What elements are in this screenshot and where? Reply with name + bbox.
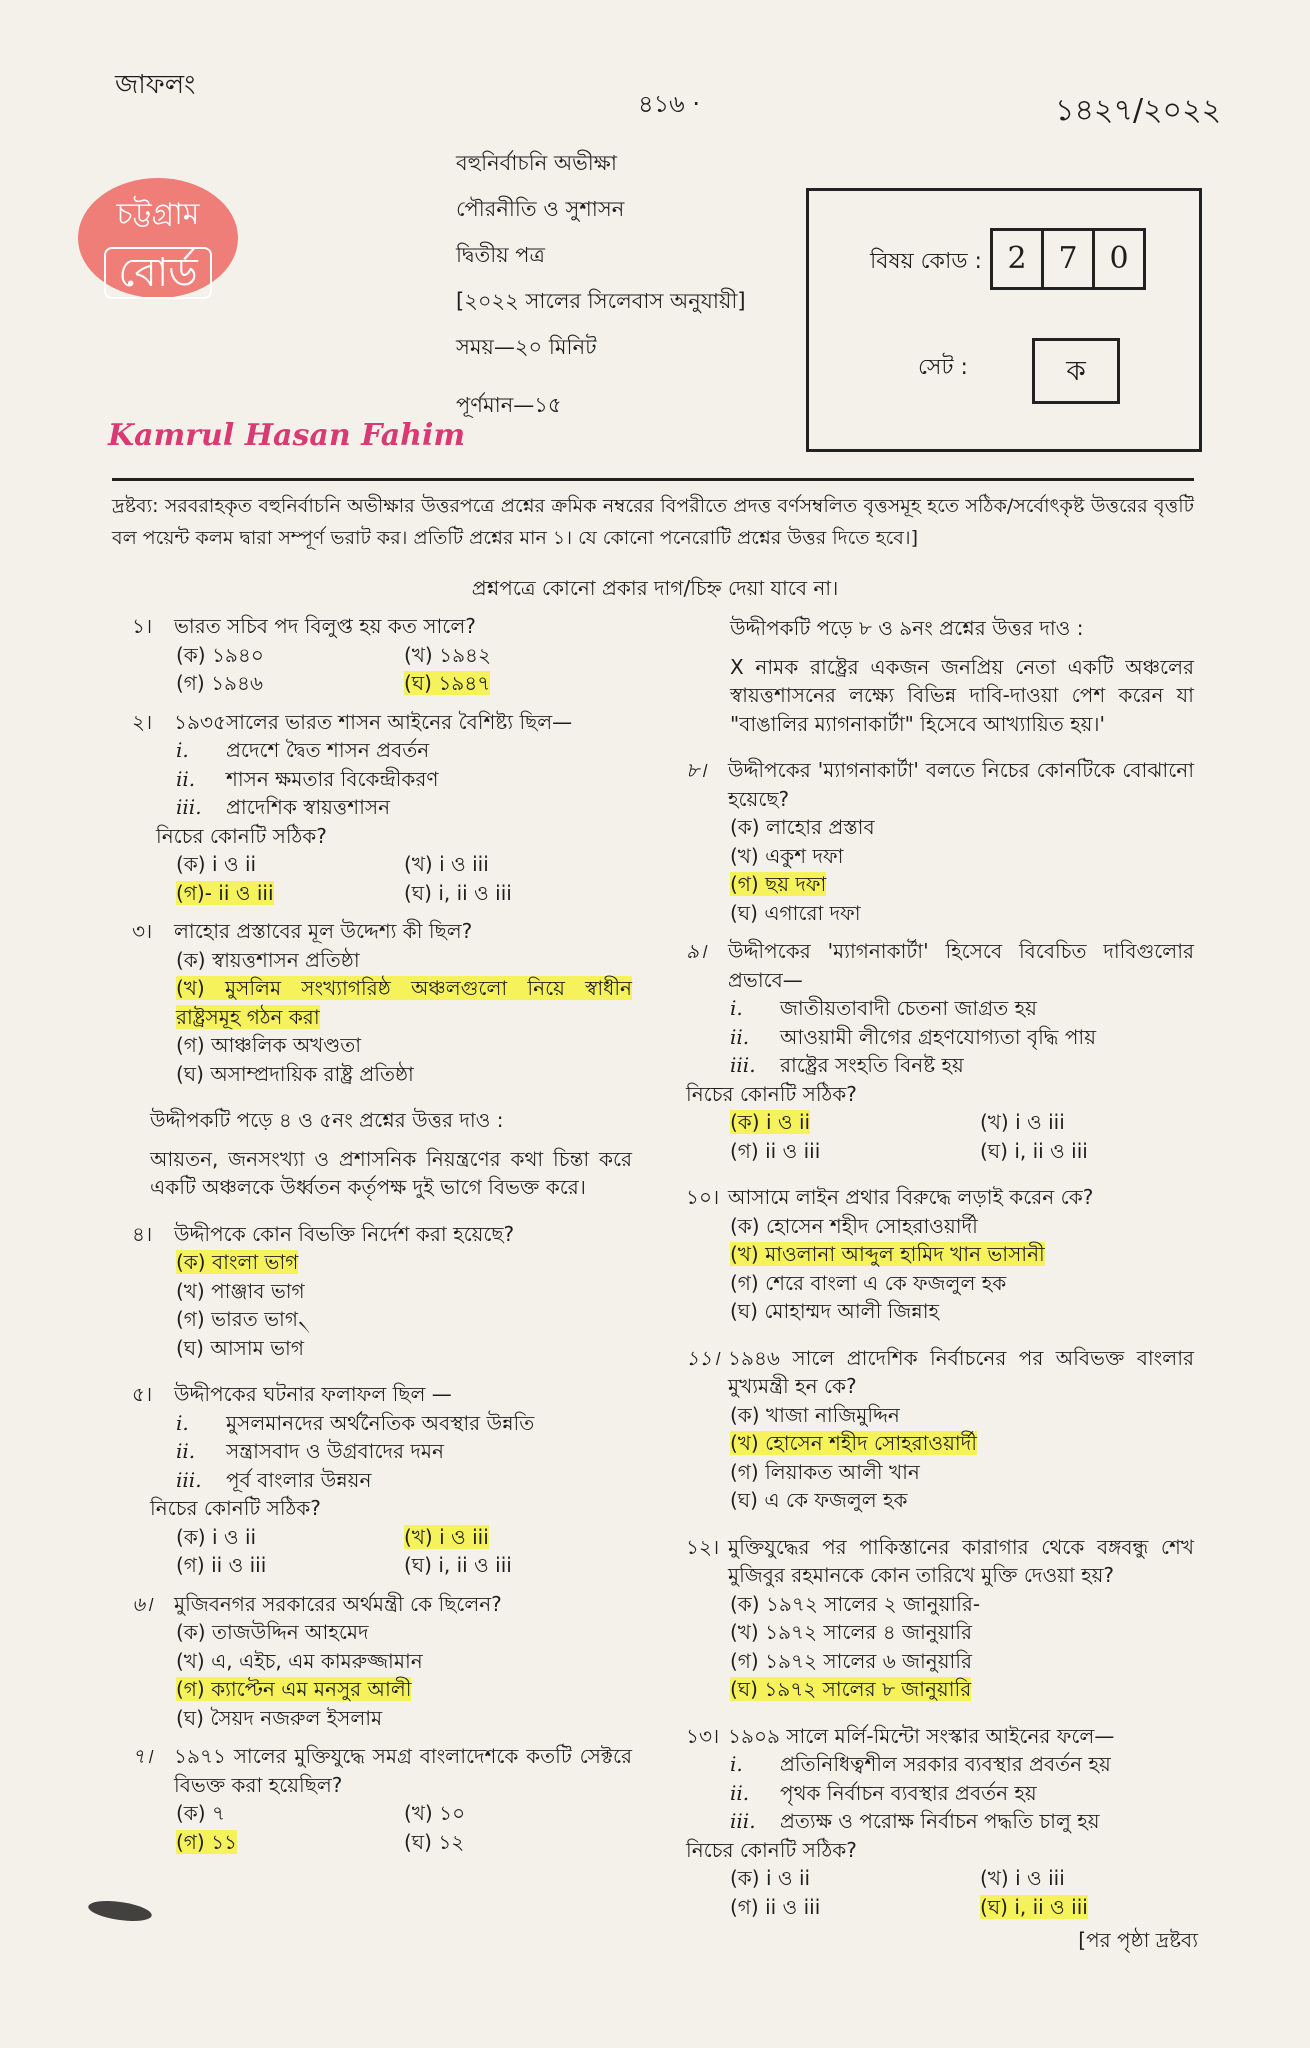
options-7: (ক) ৭ (খ) ১০ (গ) ১১ (ঘ) ১২ (176, 1801, 466, 1854)
code-digit: 0 (1109, 241, 1129, 276)
header-left: জাফলং (115, 70, 196, 100)
question-11: ১১। ১৯৪৬ সালে প্রাদেশিক নির্বাচনের পর অবিভক্ত বাংলার মুখ্যমন্ত্রী হন কে? (686, 1345, 1194, 1398)
highlighted-answer: (গ) ছয় দফা (730, 872, 827, 896)
exam-type: বহুনির্বাচনি অভীক্ষা (456, 151, 617, 175)
divider (112, 478, 1194, 481)
exam-time: সময়—২০ মিনিট (456, 335, 597, 359)
options-2: (ক) i ও ii (খ) i ও iii (গ)- ii ও iii (ঘ) i, ii ও iii (176, 852, 512, 905)
right-column: উদ্দীপকটি পড়ে ৮ ও ৯নং প্রশ্নের উত্তর দাও : X নামক রাষ্ট্রের একজন জনপ্রিয় নেতা একটি অঞ্চলের স্বায়ত্তশাসনের লক্ষ্যে বিভিন্ন দাবি-দাওয়া পেশ করেন যা "বাঙালির ম্যাগনাকার্টা" হিসেবে আখ্যায়িত হয়।' ৮। উদ্দীপকের 'ম্যাগনাকার্টা' বলতে নিচের কোনটিকে বোঝানো হয়েছে? (ক) লাহোর প্রস্তাব (খ) একুশ দফা (গ) ছয় দফা (ঘ) এগারো দফা ৯। উদ্দীপকের 'ম্যাগনাকার্টা' হিসেবে বিবেচিত দাবিগুলোর প্রভাবে— i. জাতীয়তাবাদী চেতনা জাগ্রত হয় ii. আওয়ামী লীগের গ্রহণযোগ্যতা বৃদ্ধি পায় iii. রাষ্ট্রের সংহতি বিনষ্ট হয় নিচের কোনটি সঠিক? (ক) i ও ii (খ) i ও iii (গ) ii ও iii (ঘ) i, ii ও iii ১০। আসামে লাইন প্রথার বিরুদ্ধে লড়াই করেন কে? (ক) হোসেন শহীদ সোহরাওয়ার্দী (খ) মাওলানা আব্দুল হামিদ খান ভাসানী (গ) শেরে বাংলা এ কে ফজলুল হক (ঘ) মোহাম্মদ আলী জিন্নাহ ১১। ১৯৪৬ সালে প্রাদেশিক নির্বাচনের পর অবিভক্ত বাংলার মুখ্যমন্ত্রী হন কে? (ক) খাজা নাজিমুদ্দিন (খ) হোসেন শহীদ সোহরাওয়ার্দী (গ) লিয়াকত আলী খান (ঘ) এ কে ফজলুল হক ১২। মুক্তিযুদ্ধের পর পাকিস্তানের কারাগার থেকে বঙ্গবন্ধু শেখ মুজিবুর রহমানকে কোন তারিখে মুক্তি দেওয়া হয়? (ক) ১৯৭২ সালের ২ জানুয়ারি- (খ) ১৯৭২ সালের ৪ জানুয়ারি (গ) ১৯৭২ সালের ৬ জানুয়ারি (ঘ) ১৯৭২ সালের ৮ জানুয়ারি ১৩। ১৯০৯ সালে মর্লি-মিন্টো সংস্কার আইনের ফলে— i. প্রতিনিধিত্বশীল সরকার ব্যবস্থার প্রবর্তন হয় ii. পৃথক নির্বাচন ব্যবস্থার প্রবর্তন হয় iii. প্রত্যক্ষ ও পরোক্ষ নির্বাচন পদ্ধতি চালু হয় নিচের কোনটি সঠিক? (ক) i ও ii (খ) i ও iii (গ) ii ও iii (ঘ) i, ii ও iii (686, 614, 1194, 1921)
set-value: ক (1032, 338, 1120, 404)
subject-code-label: বিষয় কোড : (870, 249, 982, 274)
instructions: দ্রষ্টব্য: সরবরাহকৃত বহুনির্বাচনি অভীক্ষার উত্তরপত্রে প্রশ্নের ক্রমিক নম্বরের বিপরীতে প্রদত্ত বর্ণসম্বলিত বৃত্তসমূহ হতে সঠিক/সর্বোৎকৃষ্ট উত্তরের বৃত্তটি বল পয়েন্ট কলম দ্বারা সম্পূর্ণ ভরাট কর। প্রতিটি প্রশ্নের মান ১। যে কোনো পনেরোটি প্রশ্নের উত্তর দিতে হবে।] (112, 495, 1194, 549)
question-9: ৯। উদ্দীপকের 'ম্যাগনাকার্টা' হিসেবে বিবেচিত দাবিগুলোর প্রভাবে— (686, 939, 1194, 992)
highlighted-answer: (ঘ) ১৯৭২ সালের ৮ জানুয়ারি (730, 1677, 972, 1701)
exam-year: ১৪২৭/২০২২ (1055, 93, 1222, 128)
highlighted-answer: (খ) মুসলিম সংখ্যাগরিষ্ঠ অঞ্চলগুলো নিয়ে স্বাধীন রাষ্ট্রসমূহ গঠন করা (176, 976, 632, 1029)
code-digit: 7 (1044, 231, 1095, 287)
left-column: ১। ভারত সচিব পদ বিলুপ্ত হয় কত সালে? (ক) ১৯৪০ (খ) ১৯৪২ (গ) ১৯৪৬ (ঘ) ১৯৪৭ ২। ১৯৩৫সালের ভারত শাসন আইনের বৈশিষ্ট্য ছিল— i. প্রদেশে দ্বৈত শাসন প্রবর্তন ii. শাসন ক্ষমতার বিকেন্দ্রীকরণ iii. প্রাদেশিক স্বায়ত্তশাসন নিচের কোনটি সঠিক? (ক) i ও ii (খ) i ও iii (গ)- ii ও iii (ঘ) i, ii ও iii ৩। লাহোর প্রস্তাবের মূল উদ্দেশ্য কী ছিল? (ক) স্বায়ত্তশাসন প্রতিষ্ঠা (খ) মুসলিম সংখ্যাগরিষ্ঠ অঞ্চলগুলো নিয়ে স্বাধীন রাষ্ট্রসমূহ গঠন করা (গ) আঞ্চলিক অখণ্ডতা (ঘ) অসাম্প্রদায়িক রাষ্ট্র প্রতিষ্ঠা উদ্দীপকটি পড়ে ৪ ও ৫নং প্রশ্নের উত্তর দাও : আয়তন, জনসংখ্যা ও প্রশাসনিক নিয়ন্ত্রণের কথা চিন্তা করে একটি অঞ্চলকে উর্ধ্বতন কর্তৃপক্ষ দুই ভাগে বিভক্ত করে। ৪। উদ্দীপকে কোন বিভক্তি নির্দেশ করা হয়েছে? (ক) বাংলা ভাগ (খ) পাঞ্জাব ভাগ (গ) ভারত ভাগ৲ (ঘ) আসাম ভাগ ৫। উদ্দীপকের ঘটনার ফলাফল ছিল — i. মুসলমানদের অর্থনৈতিক অবস্থার উন্নতি ii. সন্ত্রাসবাদ ও উগ্রবাদের দমন iii. পূর্ব বাংলার উন্নয়ন নিচের কোনটি সঠিক? (ক) i ও ii (খ) i ও iii (গ) ii ও iii (ঘ) i, ii ও iii ৬। মুজিবনগর সরকারের অর্থমন্ত্রী কে ছিলেন? (ক) তাজউদ্দিন আহমেদ (খ) এ, এইচ, এম কামরুজ্জামান (গ) ক্যাপ্টেন এম মনসুর আলী (ঘ) সৈয়দ নজরুল ইসলাম ৭। ১৯৭১ সালের মুক্তিযুদ্ধে সমগ্র বাংলাদেশকে কতটি সেক্টরে বিভক্ত করা হয়েছিল? (ক) ৭ (খ) ১০ (গ) ১১ (ঘ) ১২ (132, 612, 632, 1856)
options-5: (ক) i ও ii (খ) i ও iii (গ) ii ও iii (ঘ) i, ii ও iii (176, 1524, 512, 1577)
highlighted-answer: (ক) i ও ii (730, 1110, 811, 1134)
exam-paper: দ্বিতীয় পত্র (456, 243, 545, 267)
highlighted-answer: (ঘ) ১৯৪৭ (404, 671, 491, 695)
signature: Kamrul Hasan Fahim (108, 418, 466, 453)
subject-code-digits (990, 228, 1146, 290)
question-1: ১। ভারত সচিব পদ বিলুপ্ত হয় কত সালে? (132, 614, 476, 638)
stamp-line2: বোর্ড (104, 247, 212, 299)
highlighted-answer: (গ) ১১ (176, 1829, 238, 1854)
options-13: (ক) i ও ii (খ) i ও iii (গ) ii ও iii (ঘ) i, ii ও iii (730, 1866, 1088, 1919)
stem-8-9: X নামক রাষ্ট্রের একজন জনপ্রিয় নেতা একটি অঞ্চলের স্বায়ত্তশাসনের লক্ষ্যে বিভিন্ন দাবি-দাওয়া পেশ করেন যা "বাঙালির ম্যাগনাকার্টা" হিসেবে আখ্যায়িত হয়।' (730, 654, 1194, 736)
question-5: ৫। উদ্দীপকের ঘটনার ফলাফল ছিল — (132, 1382, 452, 1406)
options-9: (ক) i ও ii (খ) i ও iii (গ) ii ও iii (ঘ) i, ii ও iii (730, 1110, 1088, 1163)
no-mark-notice: প্রশ্নপত্রে কোনো প্রকার দাগ/চিহ্ন দেয়া যাবে না। (471, 576, 839, 600)
highlighted-answer: (ক) বাংলা ভাগ (176, 1250, 299, 1274)
exam-subject: পৌরনীতি ও সুশাসন (456, 197, 625, 221)
options-1: (ক) ১৯৪০ (খ) ১৯৪২ (গ) ১৯৪৬ (ঘ) ১৯৪৭ (176, 642, 492, 695)
question-7: ৭। ১৯৭১ সালের মুক্তিযুদ্ধে সমগ্র বাংলাদেশকে কতটি সেক্টরে বিভক্ত করা হয়েছিল? (132, 1744, 632, 1797)
next-page-note: [পর পৃষ্ঠা দ্রষ্টব্য (1078, 1928, 1198, 1952)
highlighted-answer: (ঘ) i, ii ও iii (980, 1894, 1088, 1919)
exam-marks: পূর্ণমান—১৫ (456, 393, 562, 417)
exam-meta (456, 140, 746, 428)
code-digit: 2 (993, 231, 1044, 287)
stamp-line1: চট্টগ্রাম (116, 197, 200, 232)
question-10: ১০। আসামে লাইন প্রথার বিরুদ্ধে লড়াই করেন কে? (686, 1185, 1094, 1209)
exam-syllabus: [২০২২ সালের সিলেবাস অনুযায়ী] (456, 289, 746, 313)
question-4: ৪। উদ্দীপকে কোন বিভক্তি নির্দেশ করা হয়েছে? (132, 1221, 515, 1246)
question-6: ৬। মুজিবনগর সরকারের অর্থমন্ত্রী কে ছিলেন? (132, 1591, 502, 1616)
stem-4-5: আয়তন, জনসংখ্যা ও প্রশাসনিক নিয়ন্ত্রণের কথা চিন্তা করে একটি অঞ্চলকে উর্ধ্বতন কর্তৃপক্ষ দুই ভাগে বিভক্ত করে। (150, 1146, 632, 1199)
question-3: ৩। লাহোর প্রস্তাবের মূল উদ্দেশ্য কী ছিল? (132, 919, 473, 943)
ink-smudge (87, 1898, 153, 1925)
highlighted-answer: (খ) হোসেন শহীদ সোহরাওয়ার্দী (730, 1431, 977, 1455)
highlighted-answer: (খ) মাওলানা আব্দুল হামিদ খান ভাসানী (730, 1242, 1045, 1266)
question-2: ২। ১৯৩৫সালের ভারত শাসন আইনের বৈশিষ্ট্য ছিল— (132, 709, 573, 734)
question-13: ১৩। ১৯০৯ সালে মর্লি-মিন্টো সংস্কার আইনের ফলে— (686, 1723, 1115, 1748)
highlighted-answer: (গ) ক্যাপ্টেন এম মনসুর আলী (176, 1677, 412, 1701)
set-label: সেট : (918, 355, 968, 380)
highlighted-answer: (গ)- ii ও iii (176, 880, 274, 905)
board-stamp (78, 178, 238, 298)
stem-8-9-intro: উদ্দীপকটি পড়ে ৮ ও ৯নং প্রশ্নের উত্তর দাও : (730, 616, 1084, 640)
question-12: ১২। মুক্তিযুদ্ধের পর পাকিস্তানের কারাগার থেকে বঙ্গবন্ধু শেখ মুজিবুর রহমানকে কোন তারিখে মুক্তি দেওয়া হয়? (686, 1534, 1194, 1587)
page-number: ৪১৬ · (638, 90, 701, 118)
highlighted-answer: (খ) i ও iii (404, 1524, 489, 1549)
stem-4-5-intro: উদ্দীপকটি পড়ে ৪ ও ৫নং প্রশ্নের উত্তর দাও : (150, 1108, 504, 1132)
question-8: ৮। উদ্দীপকের 'ম্যাগনাকার্টা' বলতে নিচের কোনটিকে বোঝানো হয়েছে? (686, 758, 1194, 811)
